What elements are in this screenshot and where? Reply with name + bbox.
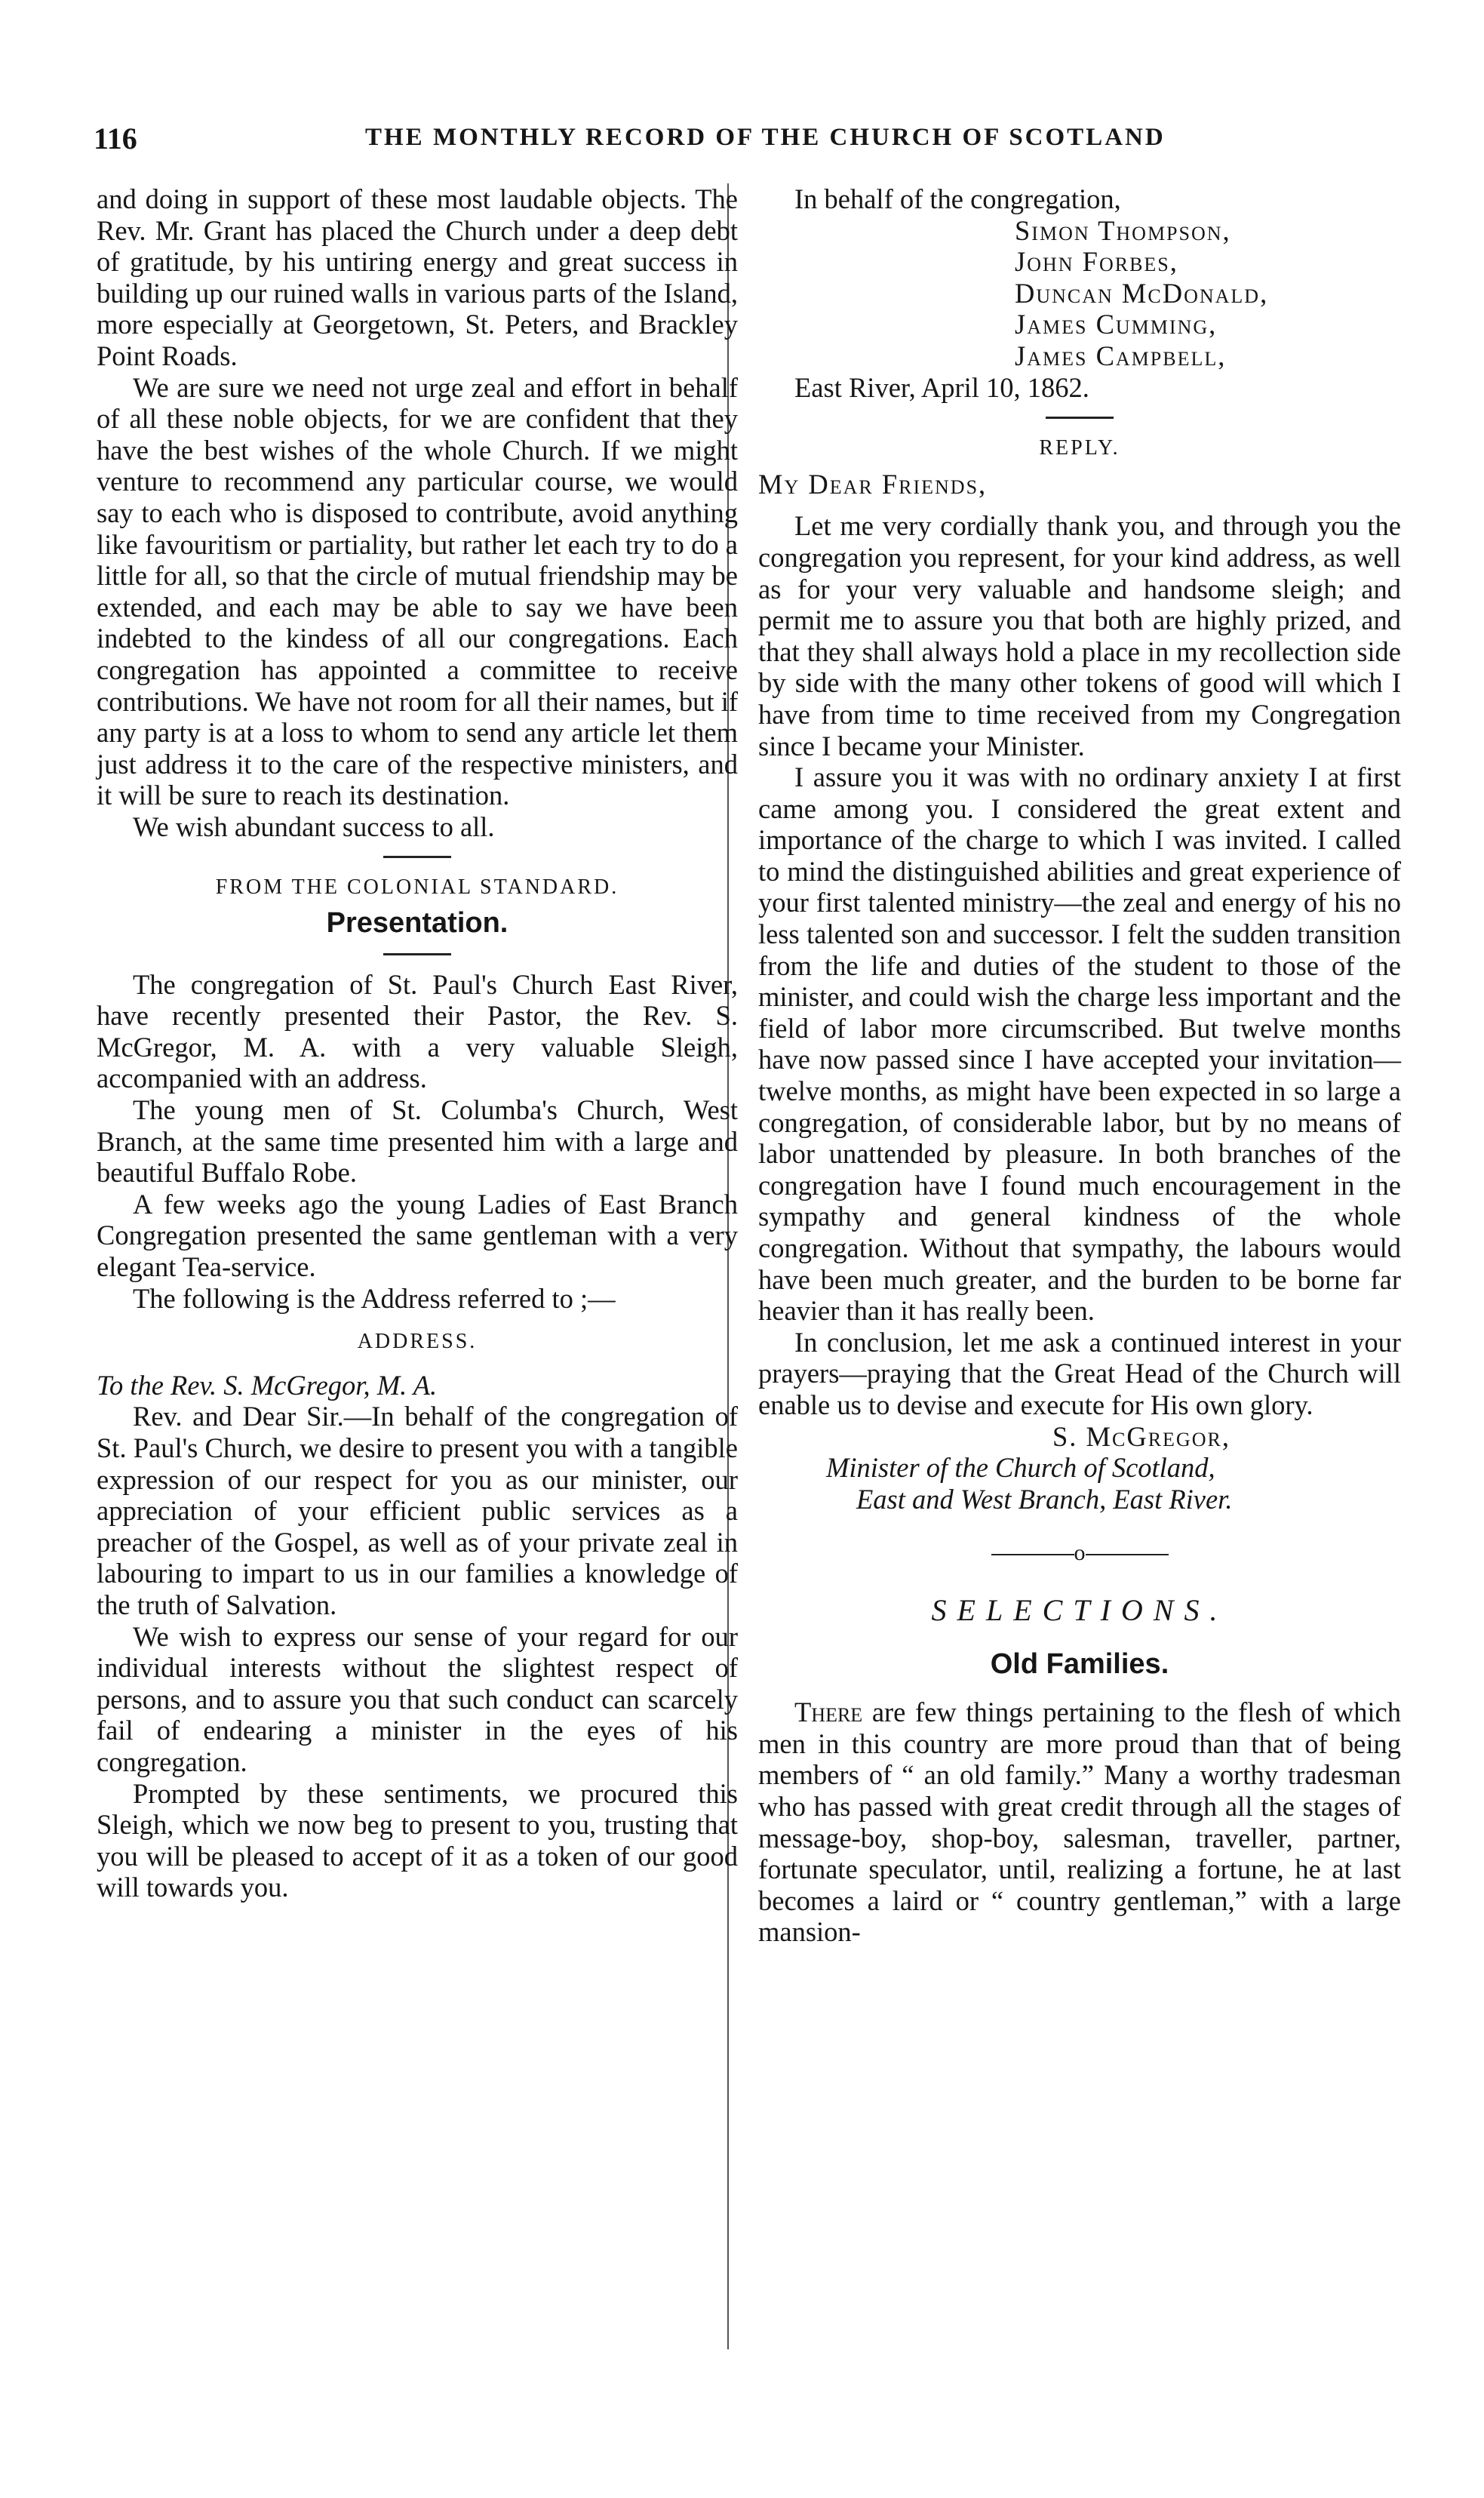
paragraph: The congregation of St. Paul's Church East River, have recently presented their Pastor, the Rev. S. McGregor, M. A. with a very valuable Sleigh, accompanied with an address.	[97, 968, 738, 1094]
salutation: To the Rev. S. McGregor, M. A.	[97, 1369, 438, 1401]
behalf-line: In behalf of the congregation,	[794, 183, 1121, 214]
reply-signature	[758, 1421, 1401, 1515]
paragraph: We wish to express our sense of your regard for our individual interests without the slightest respect of persons, and to assure you that such conduct can scarcely fail of endearing a minister in the eyes of his congregation.	[97, 1620, 738, 1777]
signature-name: S. McGregor,	[1052, 1420, 1231, 1452]
signatory: Duncan McDonald,	[1015, 277, 1269, 309]
article-title: Old Families.	[990, 1647, 1169, 1680]
signature-place: East and West Branch, East River.	[856, 1483, 1233, 1515]
paragraph: I assure you it was with no ordinary anxiety I at first came among you. I considered the great extent and importance of the charge to which I was invited. I called to mind the distinguished abilities and great experience of your first talented ministry—the zeal and energy of his no less talented son and successor. I felt the sudden transition from the life and duties of the student to those of the minister, and could wish the charge less important and the field of labor more circumscribed. But twelve months have now passed since I have accepted your invitation—twelve months, as might have been expected in so large a congregation, of considerable labor, but by no means of labor unattended by pleasure. In both branches of the congregation have I found much encouragement in the sympathy and general kindness of the whole congregation. Without that sympathy, the labours would have been much greater, and the burden to be borne far heavier than it has really been.	[758, 761, 1401, 1327]
source-heading: FROM THE COLONIAL STANDARD.	[215, 875, 619, 900]
page-number: 116	[94, 122, 137, 155]
paragraph-text: are few things pertaining to the flesh of which men in this country are more proud than that of being members of “ an old family.” Many a worthy tradesman who has passed with great credit through all the stages of message-boy, shop-boy, salesman, traveller, partner, fortunate speculator, until, realizing a fortune, he at last becomes a laird or “ country gentleman,” with a large mansion-	[758, 1697, 1401, 1948]
signatories	[758, 215, 1401, 372]
paragraph: The young men of St. Columba's Church, West Branch, at the same time presented him with a large and beautiful Buffalo Robe.	[97, 1094, 738, 1189]
paragraph: Rev. and Dear Sir.—In behalf of the congregation of St. Paul's Church, we desire to present you with a tangible expression of our respect for you as our minister, our appreciation of your efficient public services as a preacher of the Gospel, as well as of your private zeal in labouring to impart to us in our families a knowledge of the truth of Salvation.	[97, 1401, 738, 1620]
address-heading: ADDRESS.	[357, 1330, 478, 1354]
ornamental-divider	[758, 1537, 1401, 1569]
place-date: East River, April 10, 1862.	[794, 371, 1089, 403]
paragraph: Let me very cordially thank you, and through you the congregation you represent, for your kind address, as well as for your very valuable and handsome sleigh; and permit me to assure you that both are highly prized, and that they shall always hold a place in my recollection side by side with the many other tokens of good will which I have from time to time received from my Congregation since I became your Minister.	[758, 510, 1401, 761]
signature-title: Minister of the Church of Scotland,	[826, 1452, 1215, 1484]
signatory: James Campbell,	[1015, 340, 1227, 371]
signatory: James Cumming,	[1015, 309, 1218, 340]
running-title: THE MONTHLY RECORD OF THE CHURCH OF SCOTLAND	[365, 124, 1166, 151]
section-rule	[383, 856, 451, 858]
divider-mark: o	[1074, 1540, 1086, 1566]
right-column	[758, 183, 1401, 1948]
section-rule	[383, 953, 451, 955]
page-header	[94, 121, 1391, 166]
paragraph: A few weeks ago the young Ladies of East Branch Congregation presented the same gentleman with a very elegant Tea-service.	[97, 1188, 738, 1282]
signatory: Simon Thompson,	[1015, 214, 1231, 246]
paragraph: In conclusion, let me ask a continued interest in your prayers—praying that the Great Head of the Church will enable us to devise and execute for His own glory.	[758, 1326, 1401, 1420]
reply-salutation: My Dear Friends,	[758, 468, 988, 500]
selections-heading: SELECTIONS.	[931, 1592, 1228, 1627]
paragraph: We are sure we need not urge zeal and effort in behalf of all these noble objects, for we are confident that they have the best wishes of the whole Church. If we might venture to recommend any particular course, we would say to each who is disposed to contribute, avoid anything like favouritism or partiality, but rather let each try to do a little for all, so that the circle of mutual friendship may be extended, and each may be able to say we have been indebted to the kindess of all our congregations. Each congregation has appointed a committee to receive contributions. We have not room for all their names, but if any party is at a loss to whom to send any article let them just address it to the care of the respective ministers, and it will be sure to reach its destination.	[97, 371, 738, 811]
section-rule	[1046, 417, 1114, 419]
lead-word: There	[794, 1697, 863, 1728]
paragraph: We wish abundant success to all.	[133, 811, 495, 842]
reply-heading: REPLY.	[1039, 436, 1120, 460]
paragraph: Prompted by these sentiments, we procured this Sleigh, which we now beg to present to you, trusting that you will be pleased to accept of it as a token of our good will towards you.	[97, 1777, 738, 1903]
paragraph: and doing in support of these most laudable objects. The Rev. Mr. Grant has placed the Church under a deep debt of gratitude, by his untiring energy and great success in building up our ruined walls in various parts of the Island, more especially at Georgetown, St. Peters, and Brackley Point Roads.	[97, 183, 738, 371]
signatory: John Forbes,	[1015, 246, 1178, 278]
section-title: Presentation.	[326, 907, 508, 940]
paragraph	[758, 1697, 1401, 1948]
left-column	[97, 183, 738, 1903]
paragraph: The following is the Address referred to ;—	[133, 1282, 616, 1314]
